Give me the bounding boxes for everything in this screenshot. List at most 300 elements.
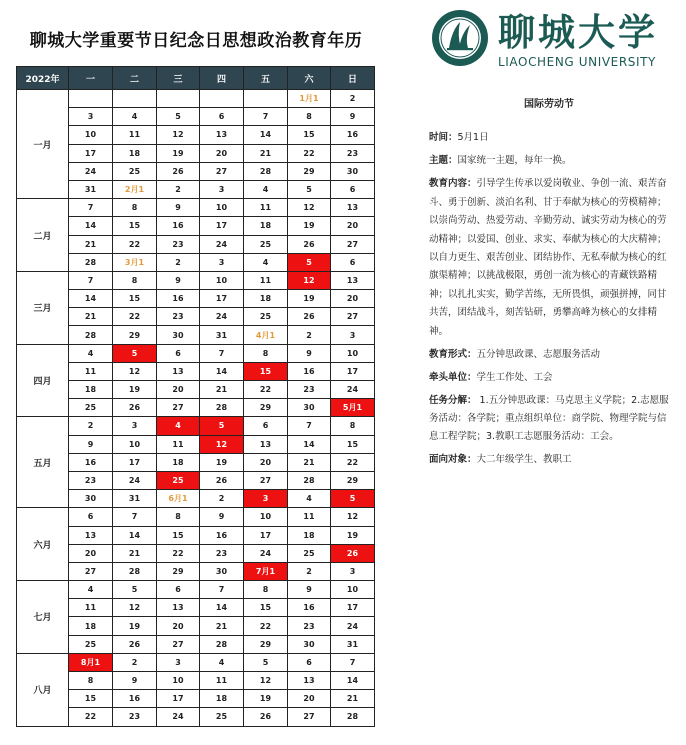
day-cell: 2 <box>331 90 375 108</box>
day-cell: 23 <box>200 544 244 562</box>
date-line <box>429 129 669 147</box>
day-cell: 30 <box>69 490 113 508</box>
calendar-week-row <box>17 381 375 399</box>
day-cell: 28 <box>69 326 113 344</box>
day-cell: 6 <box>331 253 375 271</box>
day-cell: 2 <box>288 562 331 580</box>
day-cell: 16 <box>157 217 200 235</box>
day-cell: 31 <box>69 180 113 198</box>
calendar-week-row <box>17 162 375 180</box>
calendar-week-row <box>17 690 375 708</box>
month-label: 三月 <box>17 271 69 344</box>
day-cell: 7 <box>69 199 113 217</box>
day-cell: 27 <box>157 399 200 417</box>
day-cell: 29 <box>331 471 375 489</box>
day-cell: 16 <box>288 599 331 617</box>
day-cell: 16 <box>113 690 157 708</box>
month-label: 二月 <box>17 199 69 272</box>
calendar-week-row <box>17 308 375 326</box>
theme-label: 主题： <box>429 155 458 167</box>
day-cell: 5 <box>288 180 331 198</box>
calendar-week-row <box>17 562 375 580</box>
target-line <box>429 451 669 469</box>
day-cell: 4 <box>157 417 200 435</box>
theme-line <box>429 152 669 170</box>
day-cell: 29 <box>113 326 157 344</box>
day-cell: 13 <box>69 526 113 544</box>
day-cell: 24 <box>157 708 200 726</box>
day-cell: 27 <box>69 562 113 580</box>
day-cell: 18 <box>69 617 113 635</box>
day-cell: 5 <box>288 253 331 271</box>
day-cell <box>157 90 200 108</box>
day-cell: 18 <box>200 690 244 708</box>
day-cell: 5 <box>113 581 157 599</box>
day-cell: 17 <box>200 217 244 235</box>
day-cell: 10 <box>157 672 200 690</box>
day-cell: 17 <box>113 453 157 471</box>
day-cell: 2 <box>157 253 200 271</box>
day-cell: 15 <box>244 599 288 617</box>
day-cell: 26 <box>113 635 157 653</box>
day-cell: 21 <box>331 690 375 708</box>
day-cell: 25 <box>69 635 113 653</box>
day-cell: 22 <box>244 381 288 399</box>
day-cell: 2 <box>288 326 331 344</box>
page-title: 聊城大学重要节日纪念日思想政治教育年历 <box>29 31 363 51</box>
day-cell: 11 <box>113 126 157 144</box>
day-cell: 22 <box>244 617 288 635</box>
day-cell: 9 <box>157 199 200 217</box>
day-cell: 24 <box>331 617 375 635</box>
day-cell: 20 <box>157 381 200 399</box>
day-cell: 25 <box>200 708 244 726</box>
day-cell: 16 <box>288 362 331 380</box>
day-cell: 27 <box>331 308 375 326</box>
weekday-header: 五 <box>244 67 288 90</box>
day-cell: 1月1 <box>288 90 331 108</box>
content-value: 引导学生传承以爱岗敬业、争创一流、艰苦奋斗、勇于创新、淡泊名利、甘于奉献为核心的劳模精神；以崇尚劳动、热爱劳动、辛勤劳动、诚实劳动为核心的劳动精神；以爱国、创业、求实、奉献为核心的大庆精神；以自力更生、艰苦创业、团结协作、无私奉献为核心的红旗渠精神；以挑战极限，勇创一流为核心的青藏铁路精神；以扎扎实实，勤学苦练，无所畏惧，顽强拼搏，同甘共苦，团结战斗，刻苦钻研，勇攀高峰为核心的女排精神。 <box>429 178 667 337</box>
calendar-week-row <box>17 653 375 671</box>
day-cell: 13 <box>288 672 331 690</box>
day-cell: 3 <box>244 490 288 508</box>
day-cell: 25 <box>157 471 200 489</box>
day-cell: 27 <box>200 162 244 180</box>
day-cell: 8 <box>113 199 157 217</box>
day-cell: 19 <box>113 381 157 399</box>
day-cell: 8 <box>331 417 375 435</box>
day-cell: 13 <box>331 199 375 217</box>
day-cell: 21 <box>69 308 113 326</box>
weekday-header: 2022年 <box>17 67 69 90</box>
weekday-header: 四 <box>200 67 244 90</box>
day-cell: 14 <box>288 435 331 453</box>
day-cell: 9 <box>113 672 157 690</box>
form-value: 五分钟思政课、志愿服务活动 <box>476 348 601 360</box>
day-cell: 14 <box>69 217 113 235</box>
calendar-week-row <box>17 399 375 417</box>
form-label: 教育形式： <box>429 348 477 360</box>
day-cell: 13 <box>200 126 244 144</box>
day-cell: 25 <box>244 308 288 326</box>
day-cell: 22 <box>69 708 113 726</box>
day-cell: 5 <box>113 344 157 362</box>
day-cell: 3 <box>200 180 244 198</box>
day-cell: 2 <box>200 490 244 508</box>
day-cell: 7 <box>288 417 331 435</box>
month-label: 八月 <box>17 653 69 726</box>
day-cell: 8 <box>113 271 157 289</box>
day-cell: 25 <box>244 235 288 253</box>
day-cell: 5 <box>200 417 244 435</box>
calendar-week-row <box>17 508 375 526</box>
day-cell: 7 <box>113 508 157 526</box>
day-cell: 14 <box>200 599 244 617</box>
day-cell: 12 <box>331 508 375 526</box>
holiday-info-panel <box>429 96 669 470</box>
day-cell: 30 <box>331 162 375 180</box>
day-cell <box>200 90 244 108</box>
day-cell: 5 <box>157 108 200 126</box>
day-cell: 23 <box>69 471 113 489</box>
day-cell: 6月1 <box>157 490 200 508</box>
day-cell: 25 <box>288 544 331 562</box>
day-cell: 9 <box>69 435 113 453</box>
day-cell: 12 <box>288 271 331 289</box>
day-cell: 21 <box>69 235 113 253</box>
day-cell: 5 <box>244 653 288 671</box>
day-cell: 29 <box>244 399 288 417</box>
university-name-cn: 聊城大学 <box>498 10 658 54</box>
day-cell: 18 <box>244 217 288 235</box>
day-cell: 4 <box>69 581 113 599</box>
task-label: 任务分解： <box>429 394 477 406</box>
day-cell: 24 <box>113 471 157 489</box>
target-label: 面向对象： <box>429 454 477 466</box>
calendar-week-row <box>17 581 375 599</box>
day-cell: 12 <box>113 362 157 380</box>
calendar-week-row <box>17 471 375 489</box>
day-cell: 12 <box>113 599 157 617</box>
day-cell: 9 <box>200 508 244 526</box>
day-cell: 19 <box>157 144 200 162</box>
day-cell: 8月1 <box>69 653 113 671</box>
day-cell: 30 <box>200 562 244 580</box>
calendar-week-row <box>17 526 375 544</box>
day-cell: 27 <box>331 235 375 253</box>
day-cell: 16 <box>331 126 375 144</box>
day-cell: 10 <box>200 199 244 217</box>
day-cell: 2 <box>69 417 113 435</box>
day-cell: 4 <box>244 180 288 198</box>
day-cell: 26 <box>200 471 244 489</box>
day-cell: 8 <box>288 108 331 126</box>
calendar-week-row <box>17 253 375 271</box>
day-cell: 6 <box>331 180 375 198</box>
day-cell: 3 <box>200 253 244 271</box>
day-cell: 11 <box>200 672 244 690</box>
day-cell: 31 <box>331 635 375 653</box>
day-cell: 10 <box>69 126 113 144</box>
day-cell: 12 <box>244 672 288 690</box>
day-cell: 22 <box>331 453 375 471</box>
day-cell: 31 <box>113 490 157 508</box>
day-cell: 20 <box>69 544 113 562</box>
day-cell: 21 <box>244 144 288 162</box>
day-cell: 19 <box>288 217 331 235</box>
calendar-week-row <box>17 290 375 308</box>
day-cell: 7 <box>244 108 288 126</box>
day-cell: 10 <box>331 581 375 599</box>
calendar-week-row <box>17 417 375 435</box>
day-cell: 21 <box>113 544 157 562</box>
day-cell: 28 <box>288 471 331 489</box>
university-name-en: LIAOCHENG UNIVERSITY <box>498 55 656 69</box>
day-cell: 29 <box>244 635 288 653</box>
day-cell: 25 <box>113 162 157 180</box>
day-cell: 24 <box>244 544 288 562</box>
day-cell: 31 <box>200 326 244 344</box>
day-cell: 22 <box>113 308 157 326</box>
day-cell: 6 <box>200 108 244 126</box>
day-cell: 6 <box>288 653 331 671</box>
day-cell: 29 <box>157 562 200 580</box>
day-cell: 7 <box>69 271 113 289</box>
day-cell: 26 <box>331 544 375 562</box>
date-value: 5月1日 <box>457 132 489 144</box>
day-cell: 21 <box>200 381 244 399</box>
day-cell: 21 <box>288 453 331 471</box>
day-cell: 24 <box>200 308 244 326</box>
calendar-week-row <box>17 199 375 217</box>
day-cell: 19 <box>200 453 244 471</box>
day-cell: 23 <box>288 381 331 399</box>
day-cell: 7 <box>331 653 375 671</box>
day-cell: 3月1 <box>113 253 157 271</box>
calendar-body <box>17 90 375 727</box>
day-cell: 12 <box>288 199 331 217</box>
day-cell: 16 <box>69 453 113 471</box>
calendar-week-row <box>17 672 375 690</box>
day-cell: 4 <box>113 108 157 126</box>
day-cell: 6 <box>244 417 288 435</box>
month-label: 一月 <box>17 90 69 199</box>
day-cell: 19 <box>113 617 157 635</box>
day-cell: 21 <box>200 617 244 635</box>
month-label: 五月 <box>17 417 69 508</box>
day-cell: 14 <box>69 290 113 308</box>
day-cell: 3 <box>69 108 113 126</box>
day-cell: 11 <box>69 599 113 617</box>
calendar-week-row <box>17 235 375 253</box>
day-cell: 5 <box>331 490 375 508</box>
calendar-header-row <box>17 67 375 90</box>
day-cell: 18 <box>69 381 113 399</box>
month-label: 四月 <box>17 344 69 417</box>
day-cell: 15 <box>113 217 157 235</box>
day-cell: 10 <box>113 435 157 453</box>
day-cell: 28 <box>69 253 113 271</box>
day-cell: 7 <box>200 581 244 599</box>
calendar-week-row <box>17 271 375 289</box>
day-cell: 18 <box>113 144 157 162</box>
day-cell: 6 <box>157 581 200 599</box>
day-cell: 18 <box>157 453 200 471</box>
day-cell: 9 <box>331 108 375 126</box>
weekday-header: 六 <box>288 67 331 90</box>
day-cell: 2 <box>157 180 200 198</box>
day-cell: 12 <box>157 126 200 144</box>
task-line <box>429 392 669 447</box>
day-cell: 9 <box>157 271 200 289</box>
day-cell: 9 <box>288 344 331 362</box>
day-cell: 2月1 <box>113 180 157 198</box>
day-cell: 22 <box>113 235 157 253</box>
day-cell: 22 <box>157 544 200 562</box>
calendar-week-row <box>17 599 375 617</box>
content-line <box>429 175 669 341</box>
day-cell: 27 <box>244 471 288 489</box>
day-cell: 23 <box>157 235 200 253</box>
day-cell: 26 <box>244 708 288 726</box>
day-cell: 19 <box>244 690 288 708</box>
day-cell: 14 <box>331 672 375 690</box>
calendar-week-row <box>17 490 375 508</box>
day-cell: 7月1 <box>244 562 288 580</box>
calendar-week-row <box>17 108 375 126</box>
day-cell: 10 <box>244 508 288 526</box>
day-cell: 26 <box>288 235 331 253</box>
day-cell: 8 <box>244 581 288 599</box>
day-cell: 23 <box>288 617 331 635</box>
day-cell: 25 <box>69 399 113 417</box>
day-cell: 24 <box>200 235 244 253</box>
day-cell: 20 <box>244 453 288 471</box>
day-cell: 15 <box>288 126 331 144</box>
day-cell: 11 <box>244 271 288 289</box>
calendar-week-row <box>17 344 375 362</box>
theme-value: 国家统一主题，每年一换。 <box>457 155 572 167</box>
day-cell: 13 <box>331 271 375 289</box>
day-cell: 8 <box>157 508 200 526</box>
day-cell: 8 <box>69 672 113 690</box>
day-cell: 20 <box>331 290 375 308</box>
calendar-week-row <box>17 435 375 453</box>
day-cell: 4月1 <box>244 326 288 344</box>
day-cell: 28 <box>331 708 375 726</box>
target-value: 大二年级学生、教职工 <box>476 454 572 466</box>
day-cell: 28 <box>200 399 244 417</box>
day-cell: 17 <box>69 144 113 162</box>
calendar-week-row <box>17 90 375 108</box>
weekday-header: 二 <box>113 67 157 90</box>
day-cell: 10 <box>331 344 375 362</box>
day-cell: 10 <box>200 271 244 289</box>
day-cell: 26 <box>288 308 331 326</box>
calendar-table <box>16 66 375 727</box>
day-cell: 15 <box>244 362 288 380</box>
day-cell: 11 <box>157 435 200 453</box>
day-cell <box>69 90 113 108</box>
day-cell: 4 <box>200 653 244 671</box>
weekday-header: 日 <box>331 67 375 90</box>
day-cell: 12 <box>200 435 244 453</box>
day-cell <box>113 90 157 108</box>
day-cell: 27 <box>157 635 200 653</box>
content-label: 教育内容： <box>429 178 477 190</box>
task-value: 1.五分钟思政课：马克思主义学院；2.志愿服务活动：各学院；重点组织单位：商学院、物理学院与信息工程学院；3.教职工志愿服务活动：工会。 <box>429 394 669 443</box>
day-cell: 17 <box>244 526 288 544</box>
day-cell: 17 <box>331 599 375 617</box>
day-cell: 6 <box>69 508 113 526</box>
university-emblem-icon <box>430 8 490 68</box>
day-cell: 22 <box>288 144 331 162</box>
holiday-title: 国际劳动节 <box>524 99 574 110</box>
calendar-week-row <box>17 635 375 653</box>
day-cell: 14 <box>200 362 244 380</box>
day-cell: 16 <box>157 290 200 308</box>
calendar-week-row <box>17 126 375 144</box>
day-cell: 15 <box>69 690 113 708</box>
day-cell: 19 <box>331 526 375 544</box>
lead-value: 学生工作处、工会 <box>476 371 553 383</box>
day-cell: 30 <box>288 399 331 417</box>
month-label: 六月 <box>17 508 69 581</box>
day-cell: 26 <box>113 399 157 417</box>
calendar-week-row <box>17 544 375 562</box>
day-cell: 16 <box>200 526 244 544</box>
day-cell: 30 <box>157 326 200 344</box>
day-cell: 13 <box>157 362 200 380</box>
calendar-week-row <box>17 326 375 344</box>
calendar-week-row <box>17 180 375 198</box>
calendar-week-row <box>17 453 375 471</box>
day-cell: 2 <box>113 653 157 671</box>
calendar-week-row <box>17 362 375 380</box>
day-cell: 14 <box>113 526 157 544</box>
weekday-header: 一 <box>69 67 113 90</box>
day-cell: 26 <box>157 162 200 180</box>
day-cell: 14 <box>244 126 288 144</box>
day-cell: 24 <box>331 381 375 399</box>
day-cell <box>244 90 288 108</box>
day-cell: 13 <box>244 435 288 453</box>
day-cell: 28 <box>113 562 157 580</box>
day-cell: 11 <box>69 362 113 380</box>
calendar-week-row <box>17 144 375 162</box>
day-cell: 15 <box>113 290 157 308</box>
day-cell: 29 <box>288 162 331 180</box>
day-cell: 18 <box>288 526 331 544</box>
day-cell: 3 <box>113 417 157 435</box>
lead-label: 牵头单位： <box>429 371 477 383</box>
day-cell: 28 <box>244 162 288 180</box>
month-label: 七月 <box>17 581 69 654</box>
day-cell: 15 <box>157 526 200 544</box>
day-cell: 20 <box>157 617 200 635</box>
day-cell: 18 <box>244 290 288 308</box>
day-cell: 30 <box>288 635 331 653</box>
day-cell: 4 <box>244 253 288 271</box>
day-cell: 23 <box>331 144 375 162</box>
day-cell: 20 <box>200 144 244 162</box>
day-cell: 23 <box>157 308 200 326</box>
day-cell: 4 <box>69 344 113 362</box>
day-cell: 8 <box>244 344 288 362</box>
date-label: 时间： <box>429 132 458 144</box>
day-cell: 3 <box>157 653 200 671</box>
form-line <box>429 346 669 364</box>
